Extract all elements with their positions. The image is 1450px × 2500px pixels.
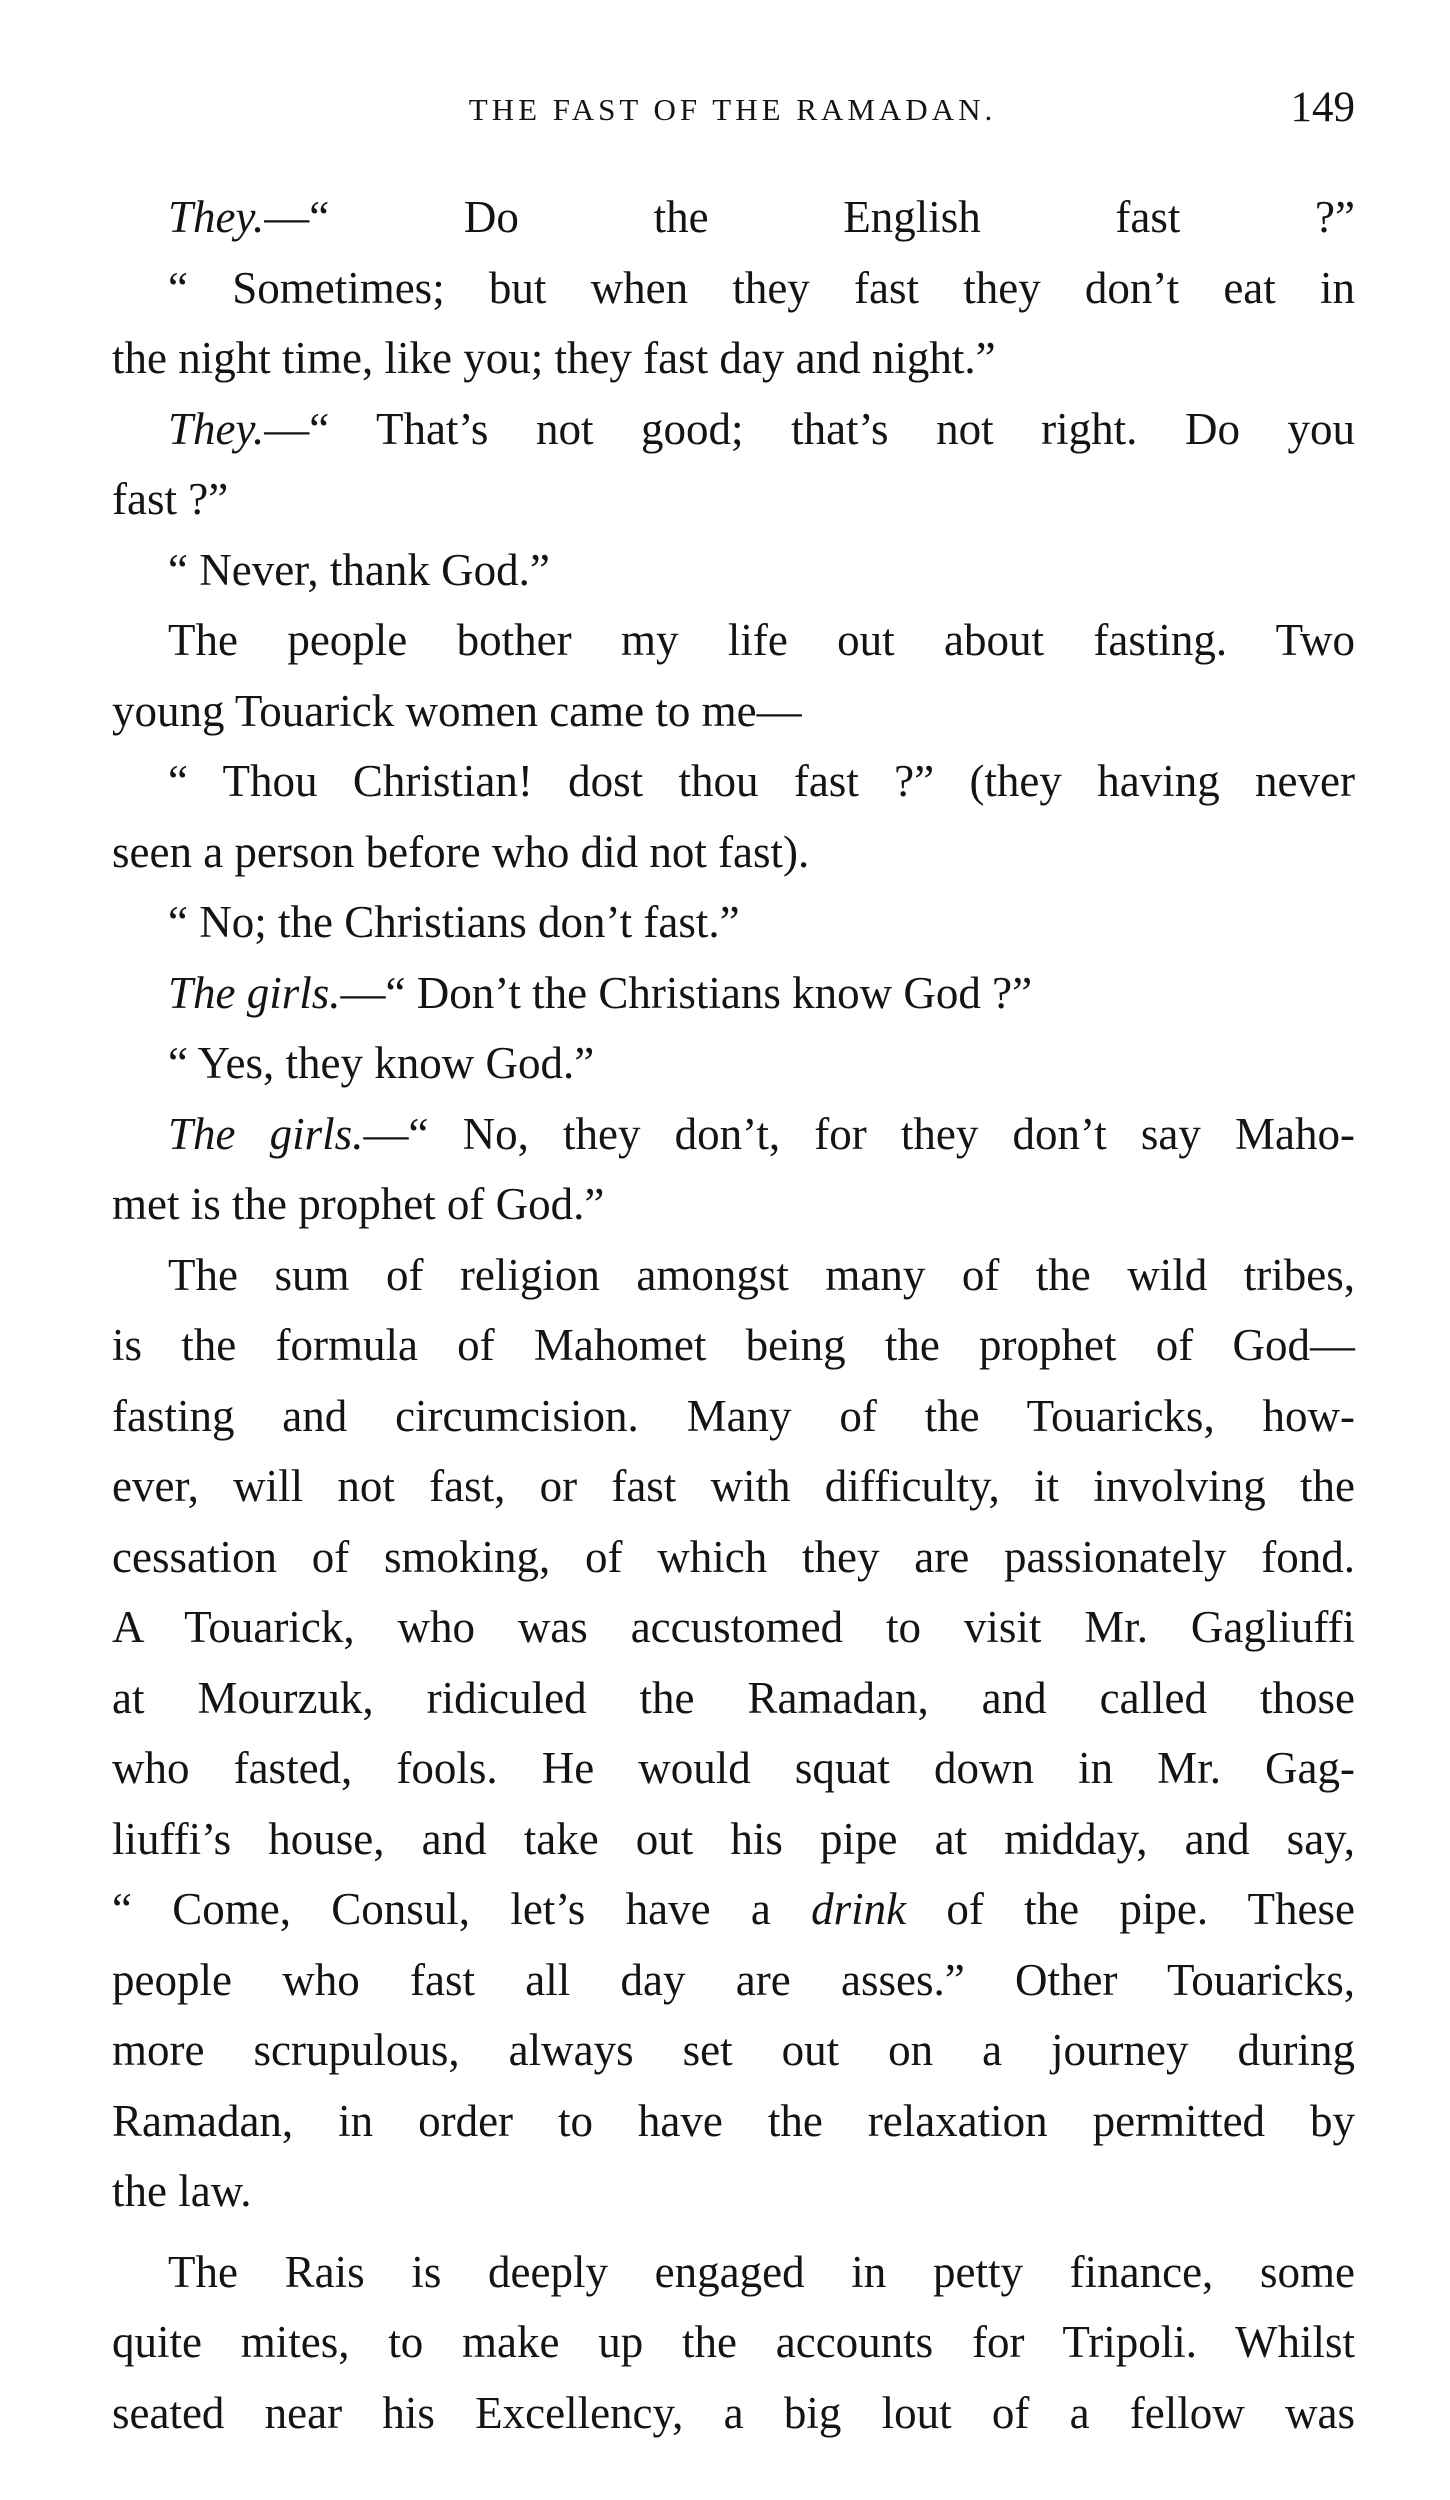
text-line: ever, will not fast, or fast with difficulty, it involving the [112, 1461, 1355, 1511]
emphasis: drink [811, 1884, 907, 1934]
text-line: The girls.—“ Don’t the Christians know God ?” [168, 967, 1033, 1018]
text-line: Ramadan, in order to have the relaxation permitted by [112, 2095, 1355, 2146]
text-line: The Rais is deeply engaged in petty finance, some [168, 2246, 1355, 2297]
text-line: They.—“ Do the English fast ?” [168, 192, 1355, 242]
text-line: “ No; the Christians don’t fast.” [168, 897, 740, 947]
running-title: THE FAST OF THE RAMADAN. [468, 92, 997, 127]
text-line: seated near his Excellency, a big lout of a fellow was [112, 2387, 1355, 2438]
text-line: the law. [112, 2166, 252, 2216]
text-line: “ Sometimes; but when they fast they don’t eat in [168, 262, 1355, 313]
text-line: cessation of smoking, of which they are passionately fond. [112, 1531, 1355, 1582]
paragraph-gap [112, 2227, 1355, 2237]
page-number: 149 [1290, 84, 1355, 131]
text-line: seen a person before who did not fast). [112, 826, 810, 877]
text-line: They.—“ That’s not good; that’s not right. Do you [168, 403, 1355, 454]
speaker-label: The girls. [168, 967, 341, 1018]
text-line: is the formula of Mahomet being the prophet of God— [112, 1320, 1355, 1370]
text-line: “ Yes, they know God.” [168, 1038, 595, 1088]
text-line: “ Thou Christian! dost thou fast ?” (they having never [168, 756, 1355, 806]
running-head [110, 78, 1355, 138]
text-line: young Touarick women came to me— [112, 685, 802, 736]
text-line: people who fast all day are asses.” Other Touaricks, [112, 1954, 1355, 2005]
text-line: met is the prophet of God.” [112, 1179, 605, 1229]
speaker-label: They. [168, 192, 265, 242]
text-line: the night time, like you; they fast day and night.” [112, 333, 996, 383]
text-line: who fasted, fools. He would squat down in Mr. Gag- [112, 1743, 1355, 1793]
text-line: The people bother my life out about fasting. Two [168, 615, 1355, 665]
speaker-label: The girls. [168, 1108, 364, 1159]
text-line: The sum of religion amongst many of the wild tribes, [168, 1249, 1355, 1300]
text-line: at Mourzuk, ridiculed the Ramadan, and called those [112, 1672, 1355, 1723]
text-line: liuffi’s house, and take out his pipe at midday, and say, [112, 1813, 1355, 1864]
text-line: “ Never, thank God.” [168, 544, 550, 595]
text-body [112, 182, 1355, 2448]
text-line: “ Come, Consul, let’s have a drink of the pipe. These [112, 1884, 1356, 1934]
text-line: fast ?” [112, 474, 229, 524]
text-line: quite mites, to make up the accounts for Tripoli. Whilst [112, 2317, 1355, 2367]
text-line: A Touarick, who was accustomed to visit Mr. Gagliuffi [112, 1602, 1355, 1652]
text-line: more scrupulous, always set out on a journey during [112, 2025, 1355, 2075]
text-line: fasting and circumcision. Many of the Touaricks, how- [112, 1390, 1355, 1441]
speaker-label: They. [168, 403, 265, 454]
text-line: The girls.—“ No, they don’t, for they don’t say Maho- [168, 1108, 1355, 1159]
